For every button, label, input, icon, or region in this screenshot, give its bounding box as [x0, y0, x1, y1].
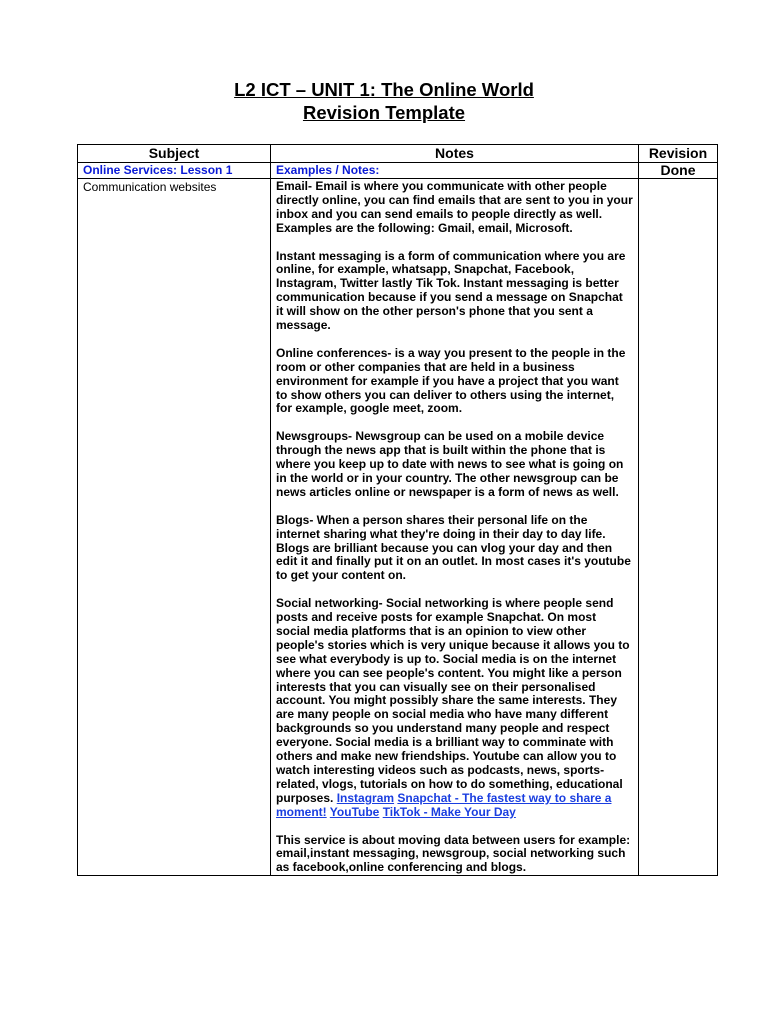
- subheader-subject: Online Services: Lesson 1: [78, 163, 271, 179]
- notes-email: Email- Email is where you communicate with other people directly online, you can find emails that are sent to you in your inbox and you can send emails to people directly as well. Examples are the following: Gmail, email, Microsoft.: [276, 179, 633, 235]
- row-notes: [271, 179, 639, 876]
- revision-table: [77, 144, 718, 876]
- header-revision: [639, 145, 718, 163]
- header-subject: Subject: [78, 145, 271, 163]
- table-row: [78, 179, 718, 876]
- table-header-row: [78, 145, 718, 163]
- header-notes: Notes: [271, 145, 639, 163]
- title-line-2: Revision Template: [302, 102, 466, 123]
- document-title: [0, 78, 768, 124]
- notes-instant-messaging: Instant messaging is a form of communication where you are online, for example, whatsapp, Snapchat, Facebook, Instagram, Twitter lastly Tik Tok. Instant messaging is better communication because if you send a message on Snapchat it will show on the other person's phone that you sent a message.: [276, 248, 626, 333]
- notes-social-networking: [276, 597, 633, 820]
- notes-online-conferences: Online conferences- is a way you present to the people in the room or other companies that are held in a business environment for example if you have a project that you want to show others you can deliver to others using the internet, for example, google meet, zoom.: [276, 345, 626, 416]
- row-done-cell: [639, 179, 718, 876]
- snapchat-link[interactable]: Snapchat - The fastest way to share a moment!: [276, 790, 612, 819]
- header-revision-label: Revision: [648, 145, 708, 161]
- row-subject: Communication websites: [78, 179, 271, 876]
- subheader-notes: Examples / Notes:: [271, 163, 639, 179]
- social-networking-text: Social networking- Social networking is where people send posts and receive posts for example Snapchat. On most social media platforms that is an opinion to view other people's stories which is very unique because it allows you to see what everybody is up to. Social media is on the internet where you can see people's content. You might like a person interests that you can visually see on their personalised account. You might possibly share the same interests. They are many people on social media who have many different backgrounds so you understand many people and respect everyone. Social media is a brilliant way to comminate with others and make new friendships. Youtube can allow you to watch interesting videos such as podcasts, news, sports-related, vlogs, tutorials on how to do something, educational purposes.: [276, 596, 630, 805]
- youtube-link[interactable]: YouTube: [329, 804, 380, 819]
- notes-newsgroups: Newsgroups- Newsgroup can be used on a mobile device through the news app that is built within the phone that is where you keep up to date with news to see what is going on in the world or in your country. The other newsgroup can be news articles online or newspaper is a form of news as well.: [276, 429, 624, 499]
- notes-closing: This service is about moving data between users for example: email,instant messaging, newsgroup, social networking such as facebook,online conferencing and blogs.: [276, 832, 631, 875]
- tiktok-link[interactable]: TikTok - Make Your Day: [382, 804, 516, 819]
- notes-blogs: Blogs- When a person shares their personal life on the internet sharing what they're doing in their day to day life. Blogs are brilliant because you can vlog your day and then edit it and finally put it on an outlet. In most cases it's youtube to get your content on.: [276, 512, 631, 583]
- table-subheader-row: [78, 163, 718, 179]
- instagram-link[interactable]: Instagram: [336, 790, 395, 805]
- header-done: Done: [639, 163, 718, 179]
- title-line-1: L2 ICT – UNIT 1: The Online World: [234, 79, 534, 100]
